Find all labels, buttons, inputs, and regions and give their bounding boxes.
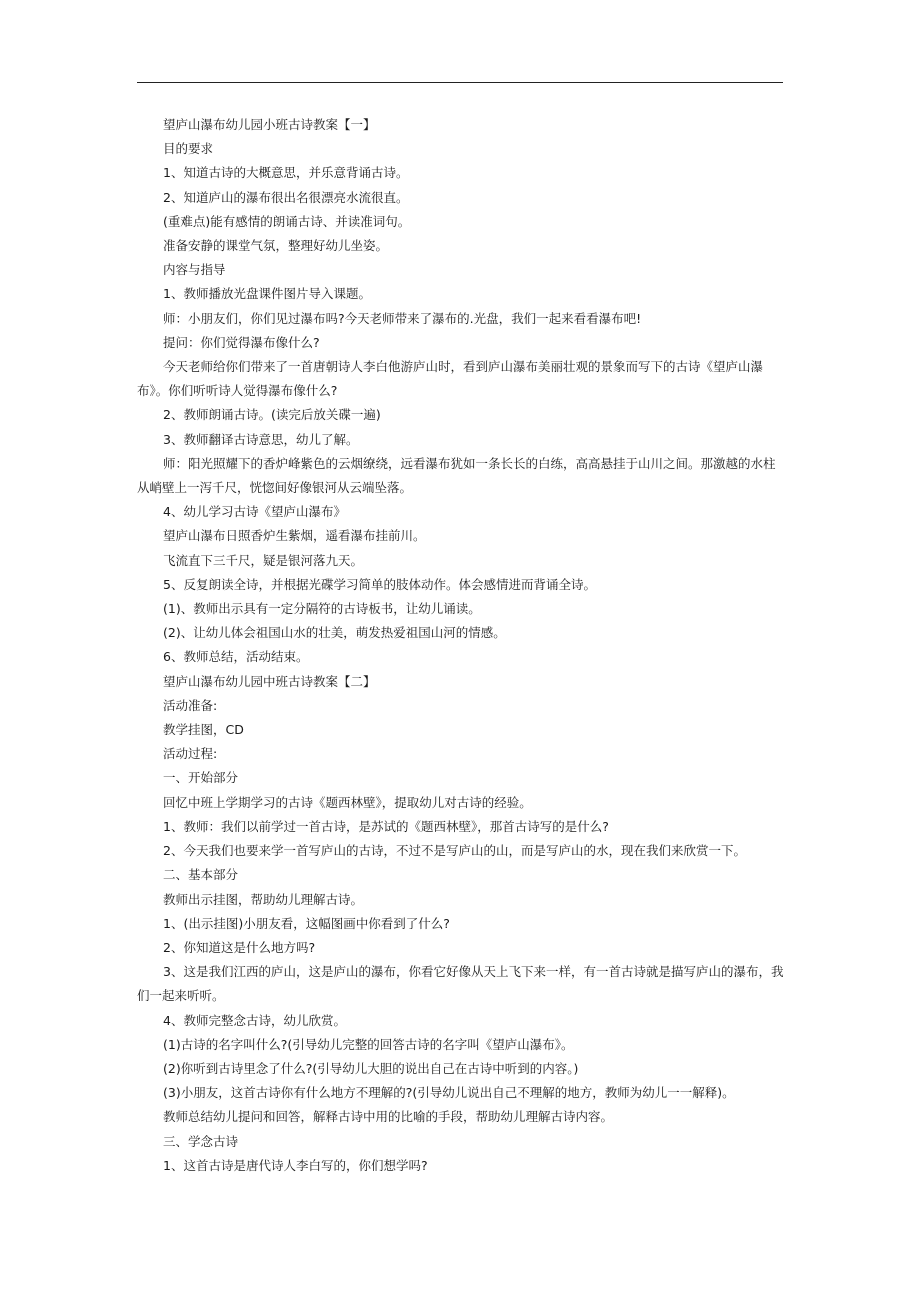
paragraph: 3、教师翻译古诗意思，幼儿了解。: [163, 431, 359, 447]
paragraph: 准备安静的课堂气氛，整理好幼儿坐姿。: [163, 238, 389, 254]
paragraph: (2)你听到古诗里念了什么?(引导幼儿大胆的说出自己在古诗中听到的内容。): [163, 1060, 579, 1076]
paragraph: 5、反复朗读全诗，并根据光碟学习简单的肢体动作。体会感情进而背诵全诗。: [163, 576, 596, 592]
section-heading: 目的要求: [163, 141, 214, 157]
paragraph: 6、教师总结，活动结束。: [163, 649, 309, 665]
paragraph: 提问：你们觉得瀑布像什么?: [163, 334, 320, 350]
paragraph: 2、知道庐山的瀑布很出名很漂亮水流很直。: [163, 189, 409, 205]
document-body: [137, 113, 785, 1178]
paragraph: 教学挂图，CD: [163, 722, 244, 738]
section-heading: 内容与指导: [163, 262, 226, 278]
section-heading: 活动准备:: [163, 697, 218, 713]
section-heading: 活动过程:: [163, 746, 218, 762]
paragraph: 回忆中班上学期学习的古诗《题西林壁》，提取幼儿对古诗的经验。: [163, 794, 532, 810]
paragraph: 3、这是我们江西的庐山，这是庐山的瀑布，你看它好像从天上飞下来一样，有一首古诗就是描写庐山的瀑布，我们一起来听听。: [137, 964, 784, 1004]
paragraph: (3)小朋友，这首古诗你有什么地方不理解的?(引导幼儿说出自己不理解的地方，教师为幼儿一一解释)。: [163, 1085, 735, 1101]
section-heading: 二、基本部分: [163, 867, 239, 883]
section-heading: 一、开始部分: [163, 770, 239, 786]
paragraph: (1)古诗的名字叫什么?(引导幼儿完整的回答古诗的名字叫《望庐山瀑布》。: [163, 1036, 574, 1052]
paragraph: 教师总结幼儿提问和回答，解释古诗中用的比喻的手段，帮助幼儿理解古诗内容。: [163, 1109, 614, 1125]
paragraph: 今天老师给你们带来了一首唐朝诗人李白他游庐山时，看到庐山瀑布美丽壮观的景象而写下的古诗《望庐山瀑布》。你们听听诗人觉得瀑布像什么?: [137, 359, 764, 399]
paragraph: 4、幼儿学习古诗《望庐山瀑布》: [163, 504, 346, 520]
paragraph: 4、教师完整念古诗，幼儿欣赏。: [163, 1012, 346, 1028]
paragraph: 师：小朋友们，你们见过瀑布吗?今天老师带来了瀑布的.光盘，我们一起来看看瀑布吧!: [163, 310, 642, 326]
paragraph: 1、(出示挂图)小朋友看，这幅图画中你看到了什么?: [163, 915, 450, 931]
paragraph: 1、这首古诗是唐代诗人李白写的，你们想学吗?: [163, 1157, 428, 1173]
doc-title-2: 望庐山瀑布幼儿园中班古诗教案【二】: [163, 673, 376, 689]
paragraph: (2)、让幼儿体会祖国山水的壮美，萌发热爱祖国山河的情感。: [163, 625, 506, 641]
poem-line: 望庐山瀑布日照香炉生紫烟，遥看瀑布挂前川。: [163, 528, 426, 544]
paragraph: 2、你知道这是什么地方吗?: [163, 939, 316, 955]
paragraph: 1、知道古诗的大概意思，并乐意背诵古诗。: [163, 165, 409, 181]
paragraph: 教师出示挂图，帮助幼儿理解古诗。: [163, 891, 364, 907]
paragraph: 2、教师朗诵古诗。(读完后放关碟一遍): [163, 407, 381, 423]
paragraph: 2、今天我们也要来学一首写庐山的古诗，不过不是写庐山的山，而是写庐山的水，现在我们来欣赏一下。: [163, 843, 746, 859]
section-heading: 三、学念古诗: [163, 1133, 239, 1149]
paragraph: 师：阳光照耀下的香炉峰紫色的云烟缭绕，远看瀑布犹如一条长长的白练，高高悬挂于山川之间。那激越的水柱从峭壁上一泻千尺，恍惚间好像银河从云端坠落。: [137, 455, 776, 496]
paragraph: 1、教师播放光盘课件图片导入课题。: [163, 286, 371, 302]
paragraph: 1、教师：我们以前学过一首古诗，是苏试的《题西林壁》，那首古诗写的是什么?: [163, 818, 609, 834]
paragraph: (重难点)能有感情的朗诵古诗、并读准词句。: [163, 213, 411, 229]
poem-line: 飞流直下三千尺，疑是银河落九天。: [163, 552, 364, 568]
doc-title-1: 望庐山瀑布幼儿园小班古诗教案【一】: [163, 117, 376, 132]
header-rule: [137, 82, 783, 83]
paragraph: (1)、教师出示具有一定分隔符的古诗板书，让幼儿诵读。: [163, 601, 481, 617]
